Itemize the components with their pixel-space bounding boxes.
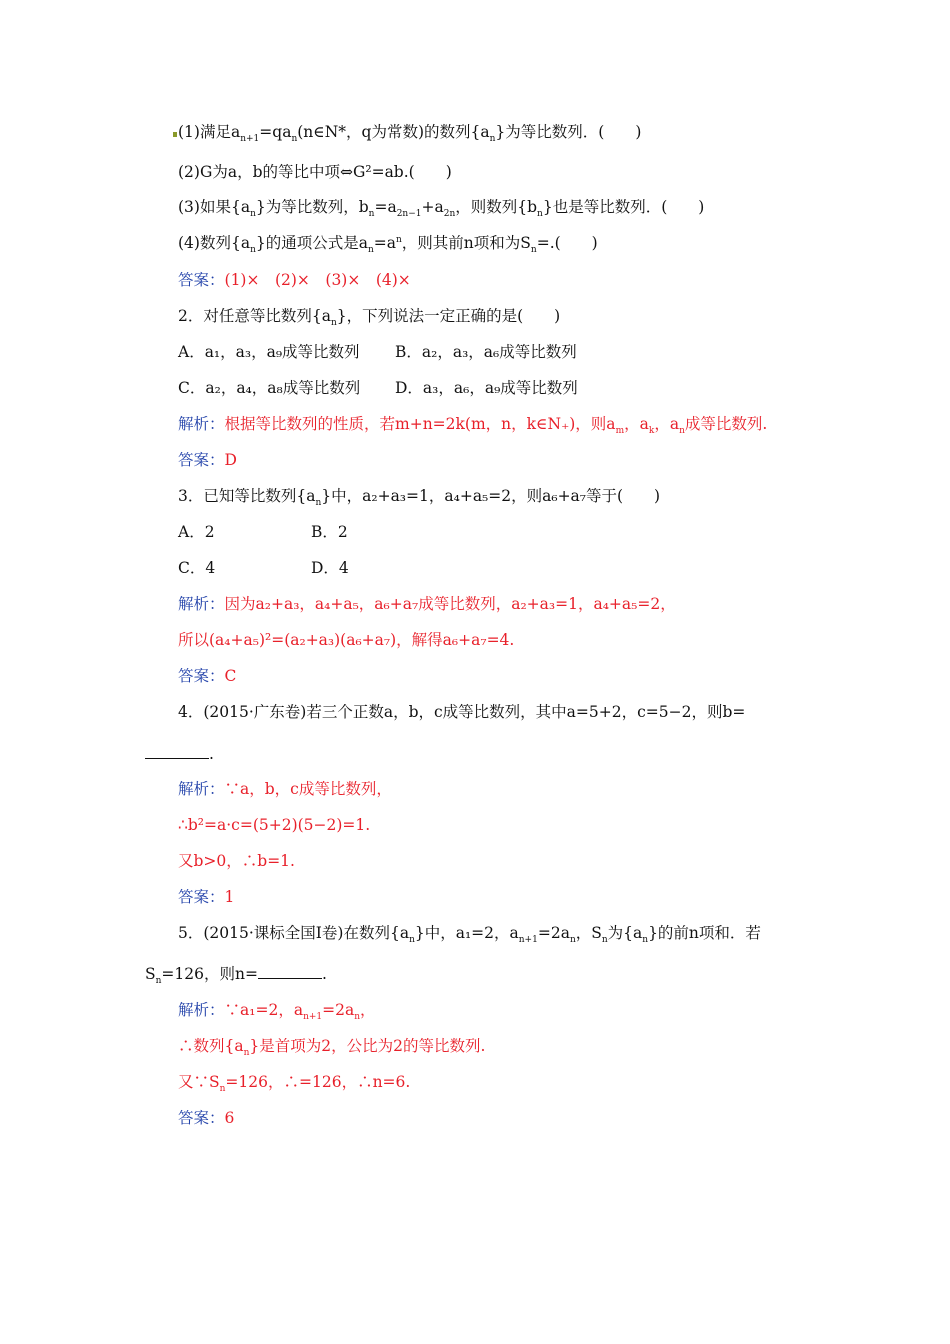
q4-stem-end: . (209, 745, 214, 763)
analysis-label: 解析： (178, 1001, 225, 1019)
q3-option-a: A．2 (178, 523, 215, 541)
q3-option-d: D．4 (311, 559, 349, 577)
q5-analysis-1 (178, 1000, 376, 1023)
answer-label: 答案： (178, 271, 225, 289)
answer-label: 答案： (178, 451, 225, 469)
q2-answer (178, 450, 237, 470)
answer-value: D (224, 451, 237, 469)
answer-value: 1 (224, 888, 235, 906)
q2-option-a: A．a₁，a₃，a₉成等比数列 (178, 343, 360, 361)
answer-label: 答案： (178, 1109, 225, 1127)
answer-value: C (224, 667, 237, 685)
q5-answer (178, 1108, 234, 1128)
q3-analysis-2: 所以(a₄+a₅)²=(a₂+a₃)(a₆+a₇)，解得a₆+a₇=4. (178, 631, 515, 649)
q3-analysis-1 (178, 594, 676, 614)
q5-analysis-3: 又$\because S_n=126$，∴=126，∴n=6. (178, 1073, 411, 1095)
q5-stem-2 (145, 964, 327, 987)
q4-analysis-1 (178, 779, 392, 799)
analysis-text: 根据等比数列的性质，若m+n=2k(m，n，k∈N₊)，则$a_m$，$a_k$，$a_n$成等比数列. (224, 415, 768, 437)
q3-options-row-2 (178, 558, 349, 578)
q2-stem: 2．对任意等比数列$\{a_n\}$，下列说法一定正确的是( ) (178, 307, 561, 329)
q5-stem-2-text: $S_n=126$，则n= (145, 965, 258, 987)
q4-stem-2 (145, 744, 214, 764)
q3-option-b: B．2 (311, 523, 348, 541)
q2-option-d: D．a₃，a₆，a₉成等比数列 (395, 379, 578, 397)
answer-value: 6 (224, 1109, 235, 1127)
q2-option-c: C．a₂，a₄，a₈成等比数列 (178, 379, 361, 397)
q2-options-row-1 (178, 342, 577, 362)
analysis-label: 解析： (178, 595, 225, 613)
answer-value: (1)× (2)× (3)× (4)× (224, 271, 411, 289)
q4-answer (178, 887, 234, 907)
q3-stem: 3．已知等比数列$\{a_n\}$中，a₂+a₃=1，a₄+a₅=2，则a₆+a₇等于( ) (178, 487, 661, 509)
q5-stem-end: . (321, 965, 327, 983)
q5-stem-1: 5．(2015·课标全国Ⅰ卷)在数列$\{a_n\}$中，a₁=2，$a_{n+1}=2a_n$，$S_n$为$\{a_n\}$的前n项和．若 (178, 924, 761, 946)
q1-statement-4: (4)数列$\{a_n\}$的通项公式是$a_n=a^n$，则其前n项和为$S_n=$.( ) (178, 234, 598, 256)
answer-label: 答案： (178, 888, 225, 906)
q4-analysis-2: ∴b²=a·c=(5+2)(5−2)=1. (178, 816, 371, 834)
q2-analysis (178, 414, 768, 437)
q1-statement-1: (1)满足$a_{n+1}=qa_n(n\in N*$，q为常数)的数列$\{a_n\}$为等比数列．( ) (178, 123, 642, 145)
q4-stem-1: 4．(2015·广东卷)若三个正数a，b，c成等比数列，其中a=5+2，c=5−2，则b= (178, 703, 746, 721)
answer-label: 答案： (178, 667, 225, 685)
q3-option-c: C．4 (178, 559, 216, 577)
q2-option-b: B．a₂，a₃，a₆成等比数列 (395, 343, 577, 361)
marker-dot (173, 132, 177, 137)
q1-answer (178, 270, 411, 290)
analysis-text: ∵a₁=2，$a_{n+1}=2a_n$， (224, 1001, 376, 1023)
q3-options-row-1 (178, 522, 348, 542)
q2-options-row-2 (178, 378, 578, 398)
q5-analysis-2: ∴数列$\{a_n\}$是首项为2，公比为2的等比数列. (178, 1037, 486, 1059)
analysis-text: ∵a，b，c成等比数列， (224, 780, 392, 798)
q3-answer (178, 666, 236, 686)
analysis-label: 解析： (178, 780, 225, 798)
analysis-label: 解析： (178, 415, 225, 433)
q4-fill-blank (145, 744, 209, 759)
q4-analysis-3: 又b>0，∴b=1. (178, 852, 295, 870)
q1-statement-2: (2)G为a，b的等比中项⇔G²=ab.( ) (178, 163, 452, 181)
analysis-text: 因为a₂+a₃，a₄+a₅，a₆+a₇成等比数列，a₂+a₃=1，a₄+a₅=2， (224, 595, 676, 613)
q5-fill-blank (258, 964, 322, 979)
q1-statement-3: (3)如果$\{a_n\}$为等比数列，$b_n=a_{2n-1}+a_{2n}$，则数列$\{b_n\}$也是等比数列．( ) (178, 198, 705, 220)
